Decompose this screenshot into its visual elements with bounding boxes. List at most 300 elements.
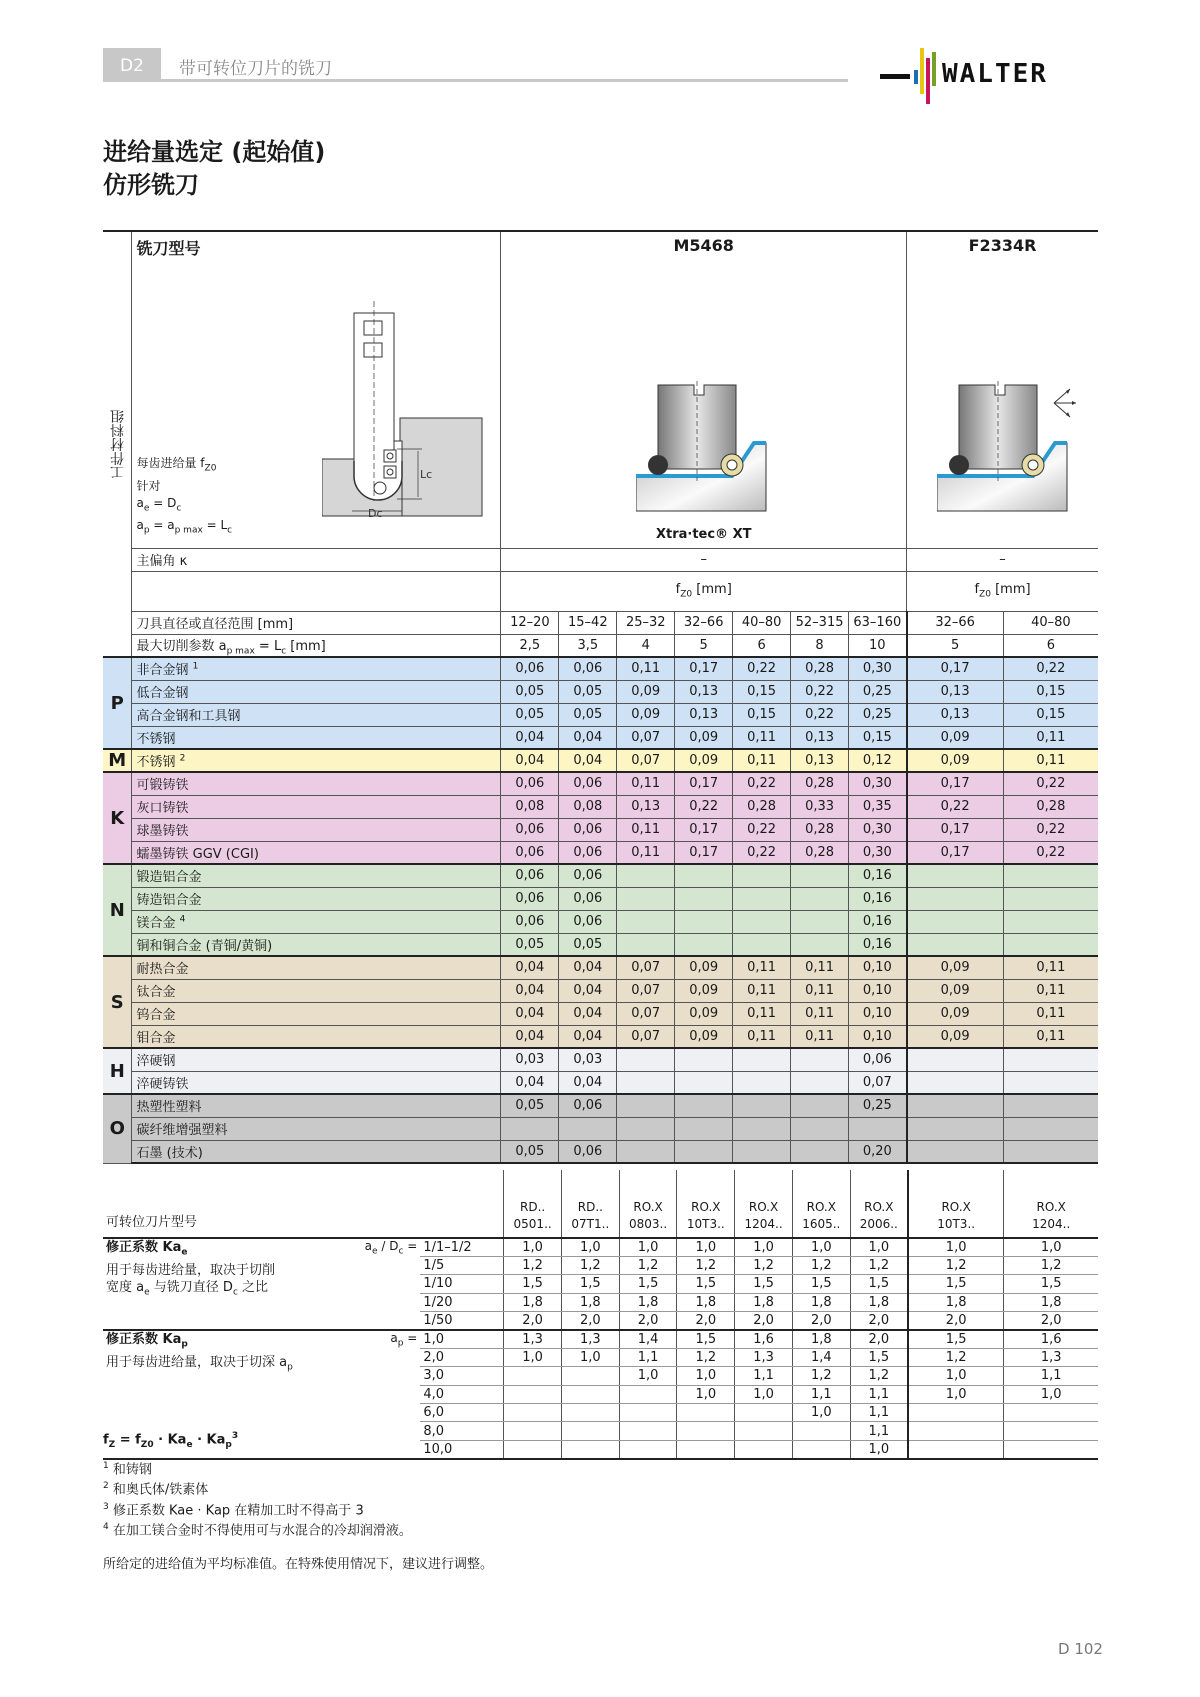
kap-value-cell: 1,5 bbox=[908, 1330, 1004, 1348]
feed-value-cell: 0,25 bbox=[849, 1094, 907, 1117]
feed-value-cell: 0,11 bbox=[617, 772, 675, 795]
feed-value-cell bbox=[617, 933, 675, 956]
apmax-cell: 4 bbox=[617, 634, 675, 657]
feed-value-cell bbox=[675, 910, 733, 933]
feed-value-cell bbox=[791, 910, 849, 933]
kae-ratio: 1/50 bbox=[420, 1312, 503, 1330]
kae-row bbox=[103, 1238, 1098, 1256]
feed-value-cell: 0,09 bbox=[675, 979, 733, 1002]
logo-bar-magenta bbox=[926, 58, 930, 104]
kap-depth: 4,0 bbox=[420, 1385, 503, 1403]
unit-f2334r: $f_{Z0}$ [mm] bbox=[907, 571, 1098, 611]
kae-value-cell: 1,8 bbox=[677, 1293, 735, 1311]
feed-value-cell: 0,07 bbox=[617, 956, 675, 979]
feed-value-cell: 0,13 bbox=[617, 795, 675, 818]
feed-value-cell: 0,06 bbox=[559, 1094, 617, 1117]
xtra-tec-label: Xtra·tec® XT bbox=[655, 526, 752, 542]
insert-row bbox=[103, 1170, 1098, 1238]
material-label: 淬硬钢 bbox=[132, 1048, 501, 1071]
unit-m5468: $f_{Z0}$ [mm] bbox=[501, 571, 907, 611]
kap-value-cell bbox=[561, 1404, 619, 1422]
feed-value-cell bbox=[907, 1094, 1004, 1117]
kap-value-cell: 1,5 bbox=[850, 1348, 908, 1366]
kap-value-cell: 2,0 bbox=[850, 1330, 908, 1348]
footnote: $^2$ 和奥氏体/铁素体 bbox=[103, 1481, 209, 1498]
kap-value-cell: 1,2 bbox=[677, 1348, 735, 1366]
feed-value-cell bbox=[559, 1117, 617, 1140]
feed-value-cell: 0,17 bbox=[907, 772, 1004, 795]
feed-value-cell bbox=[617, 1094, 675, 1117]
feed-value-cell: 0,22 bbox=[791, 703, 849, 726]
kae-value-cell: 1,2 bbox=[561, 1256, 619, 1274]
insert-type-cell: RO.X 1605.. bbox=[792, 1170, 850, 1238]
section-title: 带可转位刀片的铣刀 bbox=[179, 59, 332, 79]
kae-value-cell: 1,2 bbox=[1004, 1256, 1098, 1274]
feed-value-cell bbox=[1003, 933, 1098, 956]
feed-value-cell: 0,22 bbox=[1003, 657, 1098, 680]
insert-type-cell: RO.X 1204.. bbox=[735, 1170, 793, 1238]
feed-value-cell bbox=[1003, 1071, 1098, 1094]
material-label: 镁合金 $^4$ bbox=[132, 910, 501, 933]
kae-value-cell: 1,0 bbox=[504, 1238, 562, 1256]
feed-value-cell: 0,06 bbox=[501, 818, 559, 841]
kae-value-cell: 1,5 bbox=[561, 1275, 619, 1293]
feed-value-cell: 0,11 bbox=[733, 956, 791, 979]
kae-ratio: 1/20 bbox=[420, 1293, 503, 1311]
feed-value-cell: 0,20 bbox=[849, 1140, 907, 1163]
apmax-cell: 3,5 bbox=[559, 634, 617, 657]
cutter-diagram-cell bbox=[132, 263, 501, 548]
feed-value-cell: 0,10 bbox=[849, 1025, 907, 1048]
feed-value-cell: 0,09 bbox=[675, 726, 733, 749]
kap-value-cell bbox=[619, 1440, 677, 1458]
feed-value-cell bbox=[675, 1117, 733, 1140]
material-label: 蠕墨铸铁 GGV (CGI) bbox=[132, 841, 501, 864]
insert-type-cell: RO.X 10T3.. bbox=[908, 1170, 1004, 1238]
kap-key-empty bbox=[362, 1385, 421, 1403]
feed-value-cell bbox=[791, 933, 849, 956]
kap-depth: 1,0 bbox=[420, 1330, 503, 1348]
feed-value-cell: 0,22 bbox=[675, 795, 733, 818]
feed-value-cell: 0,33 bbox=[791, 795, 849, 818]
material-label: 可锻铸铁 bbox=[132, 772, 501, 795]
kap-value-cell bbox=[504, 1422, 562, 1440]
material-group-code: H bbox=[103, 1048, 132, 1094]
apmax-cell: 6 bbox=[733, 634, 791, 657]
kae-value-cell: 1,0 bbox=[1004, 1238, 1098, 1256]
insert-type-cell: RO.X 1204.. bbox=[1004, 1170, 1098, 1238]
feed-value-cell: 0,28 bbox=[791, 841, 849, 864]
feed-value-cell bbox=[675, 933, 733, 956]
cutter-type-label: 铣刀型号 bbox=[132, 231, 501, 263]
m5468-illustration-cell bbox=[501, 263, 907, 548]
feed-value-cell: 0,06 bbox=[559, 910, 617, 933]
feed-value-cell: 0,07 bbox=[617, 979, 675, 1002]
material-label: 不锈钢 $^2$ bbox=[132, 749, 501, 772]
feed-value-cell: 0,05 bbox=[501, 1140, 559, 1163]
tool-name-f2334r: F2334R bbox=[907, 231, 1098, 263]
feed-value-cell: 0,10 bbox=[849, 956, 907, 979]
feed-value-cell: 0,09 bbox=[675, 749, 733, 772]
kappa-m5468: – bbox=[501, 548, 907, 571]
kae-value-cell: 1,5 bbox=[735, 1275, 793, 1293]
kap-value-cell bbox=[619, 1422, 677, 1440]
feed-value-cell bbox=[907, 1117, 1004, 1140]
apmax-cell: 8 bbox=[791, 634, 849, 657]
kae-value-cell: 1,5 bbox=[850, 1275, 908, 1293]
kae-value-cell: 1,0 bbox=[908, 1238, 1004, 1256]
feed-value-cell bbox=[907, 933, 1004, 956]
feed-value-cell: 0,03 bbox=[559, 1048, 617, 1071]
feed-value-cell: 0,30 bbox=[849, 818, 907, 841]
feed-value-cell: 0,28 bbox=[1003, 795, 1098, 818]
material-row bbox=[103, 1140, 1098, 1163]
diameter-cell: 25–32 bbox=[617, 611, 675, 634]
insert-type-cell: RO.X 10T3.. bbox=[677, 1170, 735, 1238]
kap-value-cell: 1,6 bbox=[1004, 1330, 1098, 1348]
kae-value-cell: 2,0 bbox=[908, 1312, 1004, 1330]
kae-value-cell: 1,8 bbox=[1004, 1293, 1098, 1311]
kap-value-cell bbox=[504, 1385, 562, 1403]
kap-value-cell: 1,3 bbox=[1004, 1348, 1098, 1366]
feed-value-cell: 0,11 bbox=[733, 1002, 791, 1025]
kae-key-empty bbox=[362, 1275, 421, 1293]
kap-value-cell bbox=[735, 1440, 793, 1458]
kae-key-empty bbox=[362, 1256, 421, 1274]
kae-value-cell: 1,8 bbox=[908, 1293, 1004, 1311]
feed-value-cell bbox=[791, 1071, 849, 1094]
insert-type-cell: RO.X 2006.. bbox=[850, 1170, 908, 1238]
material-group-code: O bbox=[103, 1094, 132, 1163]
feed-value-cell: 0,09 bbox=[617, 703, 675, 726]
kae-key: $a_e / D_c$ = bbox=[364, 1239, 418, 1257]
feed-value-cell: 0,22 bbox=[1003, 772, 1098, 795]
feed-value-cell: 0,04 bbox=[559, 749, 617, 772]
kae-value-cell: 2,0 bbox=[1004, 1312, 1098, 1330]
kae-value-cell: 1,2 bbox=[504, 1256, 562, 1274]
section-code: D2 bbox=[103, 48, 161, 82]
unit-row-label bbox=[132, 571, 501, 611]
feed-value-cell bbox=[733, 910, 791, 933]
kap-value-cell bbox=[561, 1422, 619, 1440]
feed-value-cell: 0,13 bbox=[791, 726, 849, 749]
kae-key-empty bbox=[362, 1293, 421, 1311]
kap-value-cell: 1,2 bbox=[908, 1348, 1004, 1366]
kap-value-cell: 1,1 bbox=[735, 1367, 793, 1385]
kap-value-cell bbox=[619, 1404, 677, 1422]
material-row bbox=[103, 933, 1098, 956]
kap-value-cell: 1,0 bbox=[561, 1348, 619, 1366]
feed-value-cell bbox=[907, 1071, 1004, 1094]
apmax-cell: 6 bbox=[1003, 634, 1098, 657]
feed-value-cell bbox=[675, 887, 733, 910]
feed-value-cell: 0,17 bbox=[675, 657, 733, 680]
walter-logo bbox=[880, 44, 1110, 104]
material-row bbox=[103, 772, 1098, 795]
kae-ratio: 1/5 bbox=[420, 1256, 503, 1274]
material-row bbox=[103, 818, 1098, 841]
feed-value-cell: 0,04 bbox=[501, 726, 559, 749]
kap-value-cell: 1,2 bbox=[850, 1367, 908, 1385]
kap-value-cell bbox=[908, 1404, 1004, 1422]
kap-value-cell: 1,4 bbox=[792, 1348, 850, 1366]
kae-value-cell: 1,5 bbox=[619, 1275, 677, 1293]
feed-value-cell bbox=[1003, 1048, 1098, 1071]
material-label: 锻造铝合金 bbox=[132, 864, 501, 887]
feed-value-cell: 0,03 bbox=[501, 1048, 559, 1071]
kap-depth: 10,0 bbox=[420, 1440, 503, 1458]
feed-value-cell bbox=[675, 1094, 733, 1117]
kappa-label: 主偏角 κ bbox=[132, 548, 501, 571]
feed-value-cell: 0,07 bbox=[617, 1025, 675, 1048]
kae-value-cell: 1,0 bbox=[735, 1238, 793, 1256]
kae-value-cell: 2,0 bbox=[504, 1312, 562, 1330]
feed-value-cell bbox=[733, 933, 791, 956]
kae-value-cell: 1,8 bbox=[561, 1293, 619, 1311]
feed-value-cell bbox=[1003, 910, 1098, 933]
kap-value-cell bbox=[677, 1404, 735, 1422]
feed-formula: $f_Z = f_{Z0} \cdot Ka_e \cdot Ka_p^3$ bbox=[103, 1430, 239, 1450]
diagram-labels: 每齿进给量 $f_{Z0}$ 针对 $a_e = D_c$ $a_p = a_{p max} = L_c$ bbox=[136, 456, 233, 536]
feed-value-cell bbox=[907, 864, 1004, 887]
material-row bbox=[103, 956, 1098, 979]
diameter-label: 刀具直径或直径范围 [mm] bbox=[132, 611, 501, 634]
feed-value-cell: 0,10 bbox=[849, 979, 907, 1002]
feed-value-cell: 0,22 bbox=[791, 680, 849, 703]
material-label: 不锈钢 bbox=[132, 726, 501, 749]
feed-value-cell: 0,05 bbox=[501, 933, 559, 956]
kae-ratio: 1/1–1/2 bbox=[420, 1238, 503, 1256]
feed-value-cell: 0,04 bbox=[559, 979, 617, 1002]
f2334r-illustration-cell bbox=[907, 263, 1098, 548]
kap-value-cell: 1,0 bbox=[1004, 1385, 1098, 1403]
diameter-cell: 15–42 bbox=[559, 611, 617, 634]
footnote: $^1$ 和铸钢 bbox=[103, 1461, 152, 1478]
feed-value-cell: 0,11 bbox=[1003, 956, 1098, 979]
feed-value-cell bbox=[617, 887, 675, 910]
feed-value-cell: 0,16 bbox=[849, 933, 907, 956]
feed-value-cell: 0,30 bbox=[849, 772, 907, 795]
feed-value-cell bbox=[907, 1048, 1004, 1071]
material-label: 钼合金 bbox=[132, 1025, 501, 1048]
kap-value-cell bbox=[561, 1385, 619, 1403]
material-row bbox=[103, 1094, 1098, 1117]
logo-dash bbox=[880, 74, 910, 79]
material-row bbox=[103, 887, 1098, 910]
feed-value-cell: 0,06 bbox=[559, 864, 617, 887]
feed-value-cell: 0,22 bbox=[733, 841, 791, 864]
feed-value-cell: 0,07 bbox=[617, 1002, 675, 1025]
footnotes bbox=[103, 1458, 493, 1573]
material-row bbox=[103, 910, 1098, 933]
kae-value-cell: 2,0 bbox=[735, 1312, 793, 1330]
kap-value-cell: 1,3 bbox=[504, 1330, 562, 1348]
feed-value-cell: 0,16 bbox=[849, 887, 907, 910]
feed-value-cell: 0,06 bbox=[501, 841, 559, 864]
kae-value-cell: 1,0 bbox=[561, 1238, 619, 1256]
feed-value-cell bbox=[907, 1140, 1004, 1163]
feed-value-cell bbox=[501, 1117, 559, 1140]
diameter-cell: 32–66 bbox=[907, 611, 1004, 634]
kae-value-cell: 1,2 bbox=[677, 1256, 735, 1274]
feed-table bbox=[103, 230, 1098, 1164]
feed-value-cell: 0,28 bbox=[791, 657, 849, 680]
kae-key-empty bbox=[362, 1312, 421, 1330]
kae-value-cell: 1,5 bbox=[504, 1275, 562, 1293]
apmax-cell: 10 bbox=[849, 634, 907, 657]
feed-value-cell bbox=[1003, 1117, 1098, 1140]
feed-value-cell: 0,11 bbox=[791, 979, 849, 1002]
feed-value-cell bbox=[617, 864, 675, 887]
feed-value-cell: 0,04 bbox=[501, 749, 559, 772]
material-group-code: N bbox=[103, 864, 132, 956]
kap-value-cell bbox=[504, 1440, 562, 1458]
feed-value-cell: 0,08 bbox=[501, 795, 559, 818]
feed-value-cell: 0,06 bbox=[501, 864, 559, 887]
insert-type-label: 可转位刀片型号 bbox=[103, 1170, 504, 1238]
feed-value-cell: 0,04 bbox=[501, 979, 559, 1002]
kap-value-cell bbox=[504, 1367, 562, 1385]
feed-value-cell: 0,11 bbox=[733, 726, 791, 749]
feed-value-cell: 0,04 bbox=[559, 1025, 617, 1048]
kae-value-cell: 1,5 bbox=[677, 1275, 735, 1293]
feed-value-cell: 0,04 bbox=[559, 726, 617, 749]
kap-value-cell bbox=[1004, 1404, 1098, 1422]
kap-value-cell: 1,0 bbox=[850, 1440, 908, 1458]
kae-value-cell: 1,8 bbox=[735, 1293, 793, 1311]
feed-value-cell: 0,12 bbox=[849, 749, 907, 772]
kae-value-cell: 1,2 bbox=[850, 1256, 908, 1274]
material-row bbox=[103, 1071, 1098, 1094]
feed-value-cell: 0,15 bbox=[1003, 703, 1098, 726]
logo-bar-yellow bbox=[920, 48, 924, 94]
feed-value-cell: 0,11 bbox=[1003, 1025, 1098, 1048]
kap-value-cell bbox=[1004, 1440, 1098, 1458]
feed-value-cell: 0,25 bbox=[849, 680, 907, 703]
feed-value-cell bbox=[907, 887, 1004, 910]
feed-value-cell: 0,05 bbox=[559, 933, 617, 956]
kae-value-cell: 1,8 bbox=[850, 1293, 908, 1311]
kap-depth: 3,0 bbox=[420, 1367, 503, 1385]
kap-value-cell bbox=[908, 1422, 1004, 1440]
kap-key-empty bbox=[362, 1440, 421, 1458]
feed-value-cell: 0,09 bbox=[907, 726, 1004, 749]
feed-value-cell: 0,17 bbox=[907, 657, 1004, 680]
kap-value-cell: 1,8 bbox=[792, 1330, 850, 1348]
material-label: 非合金钢 $^1$ bbox=[132, 657, 501, 680]
page-title-line2: 仿形铣刀 bbox=[103, 171, 199, 199]
feed-value-cell: 0,13 bbox=[791, 749, 849, 772]
kap-value-cell: 1,0 bbox=[908, 1385, 1004, 1403]
insert-type-cell: RD.. 0501.. bbox=[504, 1170, 562, 1238]
kae-value-cell: 2,0 bbox=[619, 1312, 677, 1330]
feed-value-cell: 0,11 bbox=[1003, 749, 1098, 772]
kap-depth: 2,0 bbox=[420, 1348, 503, 1366]
material-group-code: P bbox=[103, 657, 132, 749]
kae-description: 修正系数 $Ka_e$ 用于每齿进给量，取决于切削 宽度 $a_e$ 与铣刀直径 $D_c$ 之比 bbox=[106, 1240, 276, 1298]
kap-value-cell: 1,1 bbox=[850, 1422, 908, 1440]
kap-value-cell bbox=[792, 1440, 850, 1458]
feed-value-cell bbox=[849, 1117, 907, 1140]
kae-value-cell: 1,2 bbox=[619, 1256, 677, 1274]
feed-value-cell bbox=[791, 1140, 849, 1163]
feed-value-cell: 0,06 bbox=[559, 818, 617, 841]
feed-value-cell: 0,11 bbox=[791, 1025, 849, 1048]
material-label: 石墨 (技术) bbox=[132, 1140, 501, 1163]
kap-key: $a_p$ = bbox=[362, 1330, 421, 1348]
diameter-cell: 40–80 bbox=[733, 611, 791, 634]
kap-value-cell bbox=[1004, 1422, 1098, 1440]
feed-value-cell: 0,30 bbox=[849, 657, 907, 680]
feed-value-cell: 0,11 bbox=[733, 749, 791, 772]
material-group-code: K bbox=[103, 772, 132, 864]
material-row bbox=[103, 1002, 1098, 1025]
kae-value-cell: 2,0 bbox=[677, 1312, 735, 1330]
feed-value-cell bbox=[675, 864, 733, 887]
feed-value-cell: 0,09 bbox=[617, 680, 675, 703]
feed-value-cell bbox=[1003, 1094, 1098, 1117]
material-row bbox=[103, 979, 1098, 1002]
kae-value-cell: 1,0 bbox=[792, 1238, 850, 1256]
feed-value-cell: 0,06 bbox=[559, 772, 617, 795]
material-label: 铜和铜合金 (青铜/黄铜) bbox=[132, 933, 501, 956]
feed-value-cell: 0,09 bbox=[675, 956, 733, 979]
feed-value-cell: 0,04 bbox=[501, 1071, 559, 1094]
feed-value-cell bbox=[791, 864, 849, 887]
logo-bar-green bbox=[932, 52, 936, 86]
feed-value-cell bbox=[675, 1140, 733, 1163]
feed-value-cell: 0,17 bbox=[907, 841, 1004, 864]
material-label: 耐热合金 bbox=[132, 956, 501, 979]
kae-value-cell: 2,0 bbox=[561, 1312, 619, 1330]
feed-value-cell bbox=[791, 887, 849, 910]
feed-value-cell: 0,25 bbox=[849, 703, 907, 726]
feed-value-cell bbox=[733, 1094, 791, 1117]
feed-value-cell: 0,28 bbox=[791, 772, 849, 795]
insert-type-cell: RO.X 0803.. bbox=[619, 1170, 677, 1238]
material-label: 铸造铝合金 bbox=[132, 887, 501, 910]
material-row bbox=[103, 657, 1098, 680]
kap-description: 修正系数 $Ka_p$ 用于每齿进给量，取决于切深 $a_p$ $f_Z = f_{Z0} \cdot Ka_e \cdot Ka_p^3$ bbox=[103, 1330, 362, 1459]
feed-value-cell: 0,06 bbox=[559, 887, 617, 910]
feed-value-cell: 0,04 bbox=[559, 956, 617, 979]
kae-value-cell: 1,0 bbox=[677, 1238, 735, 1256]
feed-value-cell: 0,04 bbox=[559, 1002, 617, 1025]
kae-value-cell: 1,2 bbox=[735, 1256, 793, 1274]
feed-value-cell: 0,09 bbox=[907, 1025, 1004, 1048]
apmax-cell: 5 bbox=[907, 634, 1004, 657]
kap-value-cell: 1,4 bbox=[619, 1330, 677, 1348]
feed-value-cell: 0,22 bbox=[1003, 841, 1098, 864]
feed-value-cell: 0,22 bbox=[733, 818, 791, 841]
feed-value-cell bbox=[617, 1048, 675, 1071]
material-row bbox=[103, 749, 1098, 772]
kae-value-cell: 1,5 bbox=[792, 1275, 850, 1293]
kae-value-cell: 1,2 bbox=[792, 1256, 850, 1274]
feed-value-cell: 0,22 bbox=[733, 657, 791, 680]
closing-note: 所给定的进给值为平均标准值。在特殊使用情况下，建议进行调整。 bbox=[103, 1557, 494, 1573]
material-label: 热塑性塑料 bbox=[132, 1094, 501, 1117]
feed-value-cell: 0,15 bbox=[733, 680, 791, 703]
kap-value-cell bbox=[908, 1440, 1004, 1458]
svg-text:Dc: Dc bbox=[368, 507, 384, 520]
kae-value-cell: 1,8 bbox=[504, 1293, 562, 1311]
kap-value-cell: 1,1 bbox=[619, 1348, 677, 1366]
kap-value-cell: 1,0 bbox=[677, 1367, 735, 1385]
kae-value-cell: 1,5 bbox=[908, 1275, 1004, 1293]
feed-value-cell bbox=[1003, 864, 1098, 887]
kap-key-empty bbox=[362, 1404, 421, 1422]
